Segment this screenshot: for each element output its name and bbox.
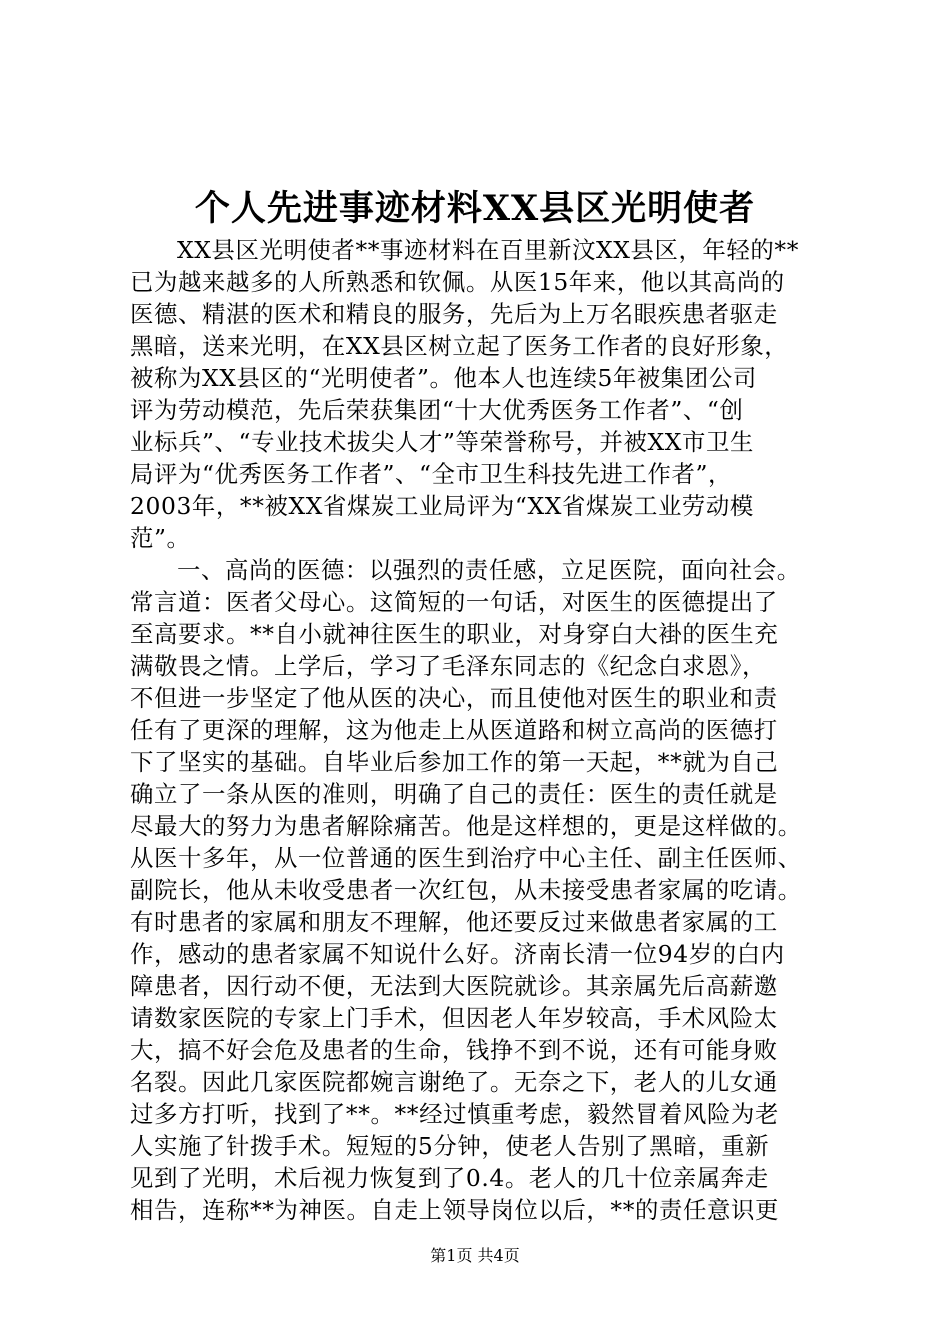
paragraph-line: 已为越来越多的人所熟悉和钦佩。从医15年来，他以其高尚的	[130, 268, 785, 296]
paragraph-line: 尽最大的努力为患者解除痛苦。他是这样想的，更是这样做的。	[130, 812, 802, 840]
paragraph-line: 下了坚实的基础。自毕业后参加工作的第一天起，**就为自己	[130, 748, 779, 776]
paragraph-line: 作，感动的患者家属不知说什么好。济南长清一位94岁的白内	[130, 940, 785, 968]
page-footer: 第1页 共4页	[430, 1246, 520, 1265]
paragraph-line: 请数家医院的专家上门手术，但因老人年岁较高，手术风险太	[130, 1004, 778, 1032]
paragraph-line: 至高要求。**自小就神往医生的职业，对身穿白大褂的医生充	[130, 620, 779, 648]
paragraph-line: 医德、精湛的医术和精良的服务，先后为上万名眼疾患者驱走	[130, 300, 778, 328]
paragraph-line: XX县区光明使者**事迹材料在百里新汶XX县区，年轻的**	[177, 236, 799, 264]
document-title: 个人先进事迹材料XX县区光明使者	[194, 188, 756, 229]
paragraph-line: 相告，连称**为神医。自走上领导岗位以后，**的责任意识更	[130, 1196, 779, 1224]
paragraph-line: 大，搞不好会危及患者的生命，钱挣不到不说，还有可能身败	[130, 1036, 778, 1064]
paragraph-line: 局评为“优秀医务工作者”、“全市卫生科技先进工作者”，	[130, 460, 733, 488]
paragraph-line: 从医十多年，从一位普通的医生到治疗中心主任、副主任医师、	[130, 844, 802, 872]
paragraph-line: 2003年，**被XX省煤炭工业局评为“XX省煤炭工业劳动模	[130, 492, 754, 520]
paragraph-line: 见到了光明，术后视力恢复到了0.4。老人的几十位亲属奔走	[130, 1164, 769, 1192]
paragraph-line: 黑暗，送来光明，在XX县区树立起了医务工作者的良好形象，	[130, 332, 789, 360]
section-heading-line: 一、高尚的医德：以强烈的责任感，立足医院，面向社会。	[177, 556, 801, 584]
paragraph-line: 业标兵”、“专业技术拔尖人才”等荣誉称号，并被XX市卫生	[130, 428, 754, 456]
paragraph-line: 不但进一步坚定了他从医的决心，而且使他对医生的职业和责	[130, 684, 778, 712]
paragraph-line: 名裂。因此几家医院都婉言谢绝了。无奈之下，老人的儿女通	[130, 1068, 778, 1096]
document-body	[130, 234, 830, 1226]
paragraph-line: 有时患者的家属和朋友不理解，他还要反过来做患者家属的工	[130, 908, 778, 936]
paragraph-line: 副院长，他从未收受患者一次红包，从未接受患者家属的吃请。	[130, 876, 802, 904]
paragraph-line: 满敬畏之情。上学后，学习了毛泽东同志的《纪念白求恩》，	[130, 652, 767, 680]
paragraph-line: 障患者，因行动不便，无法到大医院就诊。其亲属先后高薪邀	[130, 972, 778, 1000]
paragraph-line: 范”。	[130, 524, 191, 552]
paragraph-line: 确立了一条从医的准则，明确了自己的责任：医生的责任就是	[130, 780, 778, 808]
paragraph-line: 被称为XX县区的“光明使者”。他本人也连续5年被集团公司	[130, 364, 757, 392]
paragraph-line: 任有了更深的理解，这为他走上从医道路和树立高尚的医德打	[130, 716, 778, 744]
paragraph-line: 常言道：医者父母心。这简短的一句话，对医生的医德提出了	[130, 588, 778, 616]
paragraph-line: 人实施了针拨手术。短短的5分钟，使老人告别了黑暗，重新	[130, 1132, 770, 1160]
paragraph-line: 过多方打听，找到了**。**经过慎重考虑，毅然冒着风险为老	[130, 1100, 779, 1128]
paragraph-line: 评为劳动模范，先后荣获集团“十大优秀医务工作者”、“创	[130, 396, 744, 424]
